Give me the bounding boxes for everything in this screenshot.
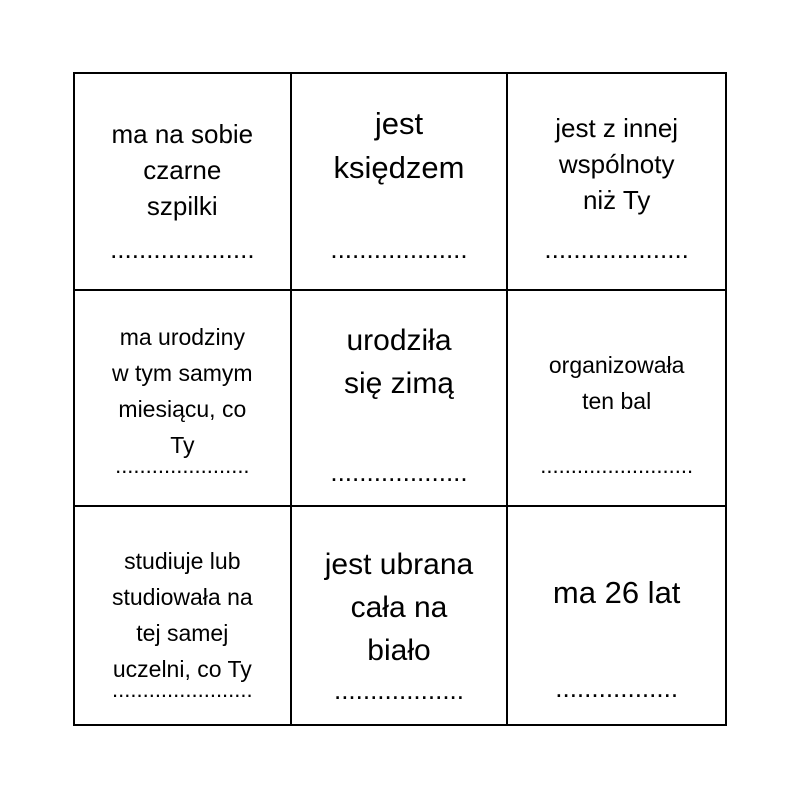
bingo-cell-8[interactable] xyxy=(292,507,509,724)
cell-prompt: jest księdzem xyxy=(333,106,465,185)
cell-prompt: ma 26 lat xyxy=(552,575,681,611)
answer-line: ......................... xyxy=(540,452,694,478)
answer-line: ................. xyxy=(555,673,679,704)
bingo-cell-6[interactable] xyxy=(508,291,725,508)
answer-line: ....................... xyxy=(112,677,253,703)
answer-line: .................. xyxy=(333,675,464,706)
cell-prompt: ma na sobie czarne szpilki xyxy=(111,119,254,221)
cell-prompt: studiuje lub studiowała na tej samej uczelni, co Ty xyxy=(112,548,253,683)
bingo-cell-2[interactable] xyxy=(292,74,509,291)
cell-prompt: organizowała ten bal xyxy=(548,351,685,414)
bingo-cell-7[interactable] xyxy=(75,507,292,724)
cell-prompt: ma urodziny w tym samym miesiącu, co Ty xyxy=(112,323,253,458)
answer-line: ................... xyxy=(330,234,468,264)
bingo-card xyxy=(73,72,727,726)
bingo-cell-3[interactable] xyxy=(508,74,725,291)
bingo-cell-4[interactable] xyxy=(75,291,292,508)
answer-line: .................... xyxy=(544,234,689,264)
bingo-cell-9[interactable] xyxy=(508,507,725,724)
bingo-cell-5[interactable] xyxy=(292,291,509,508)
answer-line: .................... xyxy=(110,234,255,264)
answer-line: ...................... xyxy=(115,452,250,478)
answer-line: ................... xyxy=(330,456,468,487)
cell-prompt: jest z innej wspólnoty niż Ty xyxy=(555,113,679,215)
cell-prompt: jest ubrana cała na biało xyxy=(324,548,474,668)
bingo-cell-1[interactable] xyxy=(75,74,292,291)
cell-prompt: urodziła się zimą xyxy=(343,323,454,400)
